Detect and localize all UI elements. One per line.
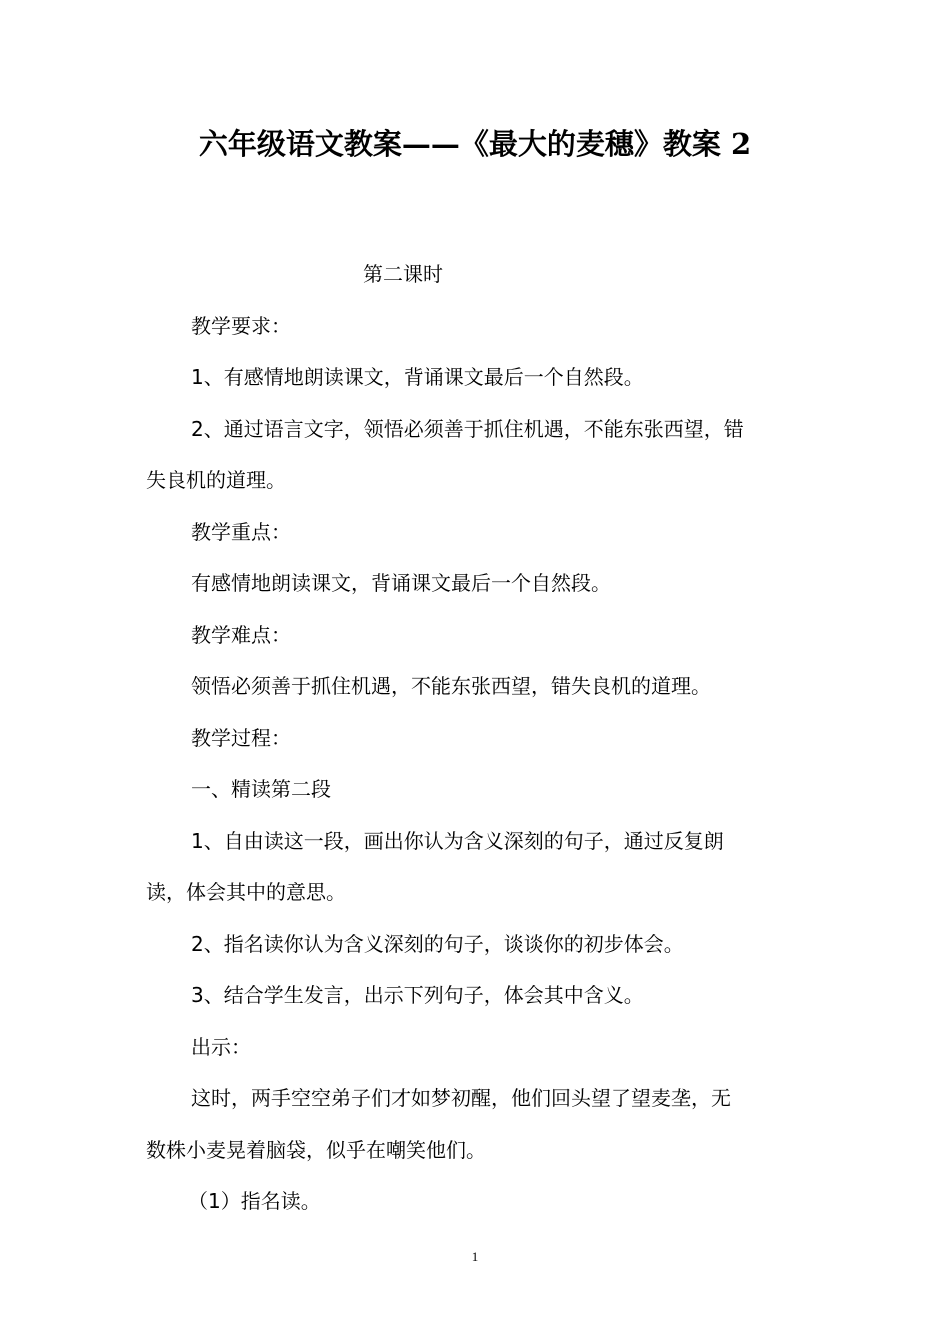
paragraph: 一、精读第二段 xyxy=(191,777,331,801)
section-heading: 教学过程： xyxy=(191,725,291,750)
paragraph: 2、通过语言文字，领悟必须善于抓住机遇，不能东张西望，错 xyxy=(191,416,744,441)
paragraph: 出示： xyxy=(191,1034,251,1059)
paragraph: 1、自由读这一段，画出你认为含义深刻的句子，通过反复朗 xyxy=(191,828,724,853)
quoted-paragraph: 这时，两手空空弟子们才如梦初醒，他们回头望了望麦垄，无 xyxy=(191,1086,731,1110)
paragraph-continuation: 失良机的道理。 xyxy=(146,468,286,492)
section-heading: 教学难点： xyxy=(191,622,291,647)
paragraph: 1、有感情地朗读课文，背诵课文最后一个自然段。 xyxy=(191,365,644,389)
page-number: 1 xyxy=(471,1249,479,1264)
section-heading: 教学重点： xyxy=(191,519,291,544)
section-heading: 教学要求： xyxy=(191,313,291,338)
paragraph: 3、结合学生发言，出示下列句子，体会其中含义。 xyxy=(191,983,644,1007)
document-title: 六年级语文教案——《最大的麦穗》教案 2 xyxy=(198,127,752,161)
paragraph-continuation: 读，体会其中的意思。 xyxy=(146,880,346,904)
paragraph-continuation: 数株小麦晃着脑袋，似乎在嘲笑他们。 xyxy=(146,1137,486,1162)
document-body xyxy=(146,249,808,1228)
paragraph: （1）指名读。 xyxy=(188,1189,321,1213)
paragraph: 2、指名读你认为含义深刻的句子，谈谈你的初步体会。 xyxy=(191,931,684,956)
lesson-subtitle: 第二课时 xyxy=(363,262,443,286)
paragraph: 领悟必须善于抓住机遇，不能东张西望，错失良机的道理。 xyxy=(191,674,711,698)
paragraph: 有感情地朗读课文，背诵课文最后一个自然段。 xyxy=(191,571,611,595)
